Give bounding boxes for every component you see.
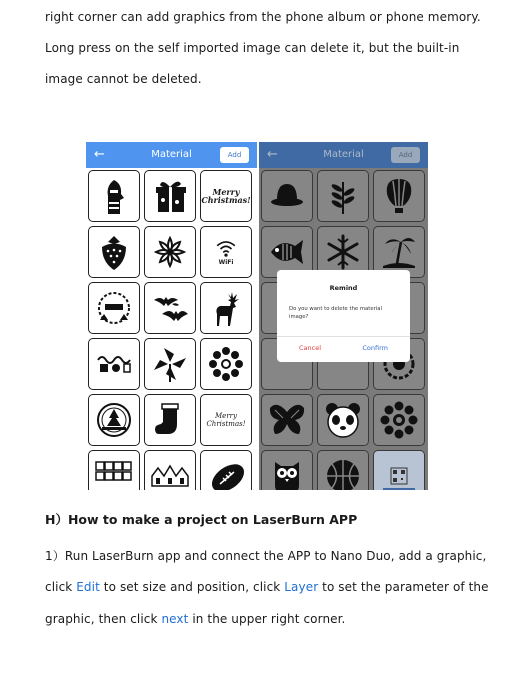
- christmas-badge-icon[interactable]: [88, 394, 140, 446]
- step-text: to set size and position, click: [99, 580, 285, 594]
- pinwheel-icon[interactable]: [144, 338, 196, 390]
- football-icon[interactable]: [200, 450, 252, 490]
- dialog-message: Do you want to delete the material image?: [289, 306, 382, 320]
- merry-christmas-script-icon[interactable]: [200, 394, 252, 446]
- ornament-border-icon[interactable]: [88, 338, 140, 390]
- add-button-dimmed[interactable]: Add: [391, 147, 420, 163]
- screen-title-dimmed: Material: [323, 149, 364, 160]
- section-heading: H）How to make a project on LaserBurn APP: [45, 512, 358, 527]
- stocking-icon[interactable]: [144, 394, 196, 446]
- confirm-button[interactable]: Confirm: [362, 344, 388, 352]
- leaf-icon[interactable]: [317, 170, 369, 222]
- merry-christmas-text-icon[interactable]: [200, 170, 252, 222]
- qr-code-icon[interactable]: [373, 450, 425, 490]
- back-arrow-icon[interactable]: ←: [267, 147, 278, 162]
- hat-icon[interactable]: [261, 170, 313, 222]
- next-link[interactable]: next: [161, 612, 189, 626]
- deer-icon[interactable]: [200, 282, 252, 334]
- wifi-label: WiFi: [218, 259, 234, 266]
- screen-title: Material: [151, 149, 192, 160]
- bats-icon[interactable]: [144, 282, 196, 334]
- step-text: in the upper right corner.: [188, 612, 346, 626]
- merry-christmas-text: Merry Christmas!: [201, 187, 251, 205]
- layer-link[interactable]: Layer: [284, 580, 319, 594]
- material-screen-screenshot: [86, 142, 257, 490]
- back-arrow-icon[interactable]: ←: [94, 147, 105, 162]
- village-icon[interactable]: [144, 450, 196, 490]
- butterfly-icon[interactable]: [261, 394, 313, 446]
- intro-line-2: Long press on the self imported image can delete it, but the built-in: [45, 41, 460, 55]
- panda-icon[interactable]: [317, 394, 369, 446]
- app-bar: [86, 142, 257, 168]
- material-grid: [88, 170, 252, 490]
- delete-dialog-screenshot: [259, 142, 428, 490]
- grid-pattern-icon[interactable]: [88, 450, 140, 490]
- delete-confirm-dialog: [277, 270, 410, 362]
- strawberry-icon[interactable]: [88, 226, 140, 278]
- cancel-button[interactable]: Cancel: [299, 344, 322, 352]
- intro-line-1: right corner can add graphics from the phone album or phone memory.: [45, 10, 481, 24]
- wifi-icon[interactable]: [200, 226, 252, 278]
- merry-christmas-script-text: Merry Christmas!: [206, 412, 246, 428]
- step-text: to set the parameter of the: [318, 580, 489, 594]
- owl-icon[interactable]: [261, 450, 313, 490]
- hot-air-balloon-icon[interactable]: [373, 170, 425, 222]
- flower-icon[interactable]: [144, 226, 196, 278]
- mandala-icon[interactable]: [200, 338, 252, 390]
- edit-link[interactable]: Edit: [76, 580, 100, 594]
- mandala-icon[interactable]: [373, 394, 425, 446]
- gift-icon[interactable]: [144, 170, 196, 222]
- knight-icon[interactable]: [88, 170, 140, 222]
- step-text: graphic, then click: [45, 612, 162, 626]
- step-line-3: [45, 612, 345, 626]
- step-text: click: [45, 580, 77, 594]
- dialog-title: Remind: [329, 284, 358, 292]
- intro-line-3: image cannot be deleted.: [45, 72, 202, 86]
- app-bar-dimmed: [259, 142, 428, 168]
- basketball-icon[interactable]: [317, 450, 369, 490]
- step-line-2: [45, 580, 489, 594]
- dialog-divider: [277, 336, 410, 337]
- add-button[interactable]: Add: [220, 147, 249, 163]
- christmas-wreath-icon[interactable]: [88, 282, 140, 334]
- step-line-1: 1）Run LaserBurn app and connect the APP to Nano Duo, add a graphic,: [45, 549, 487, 563]
